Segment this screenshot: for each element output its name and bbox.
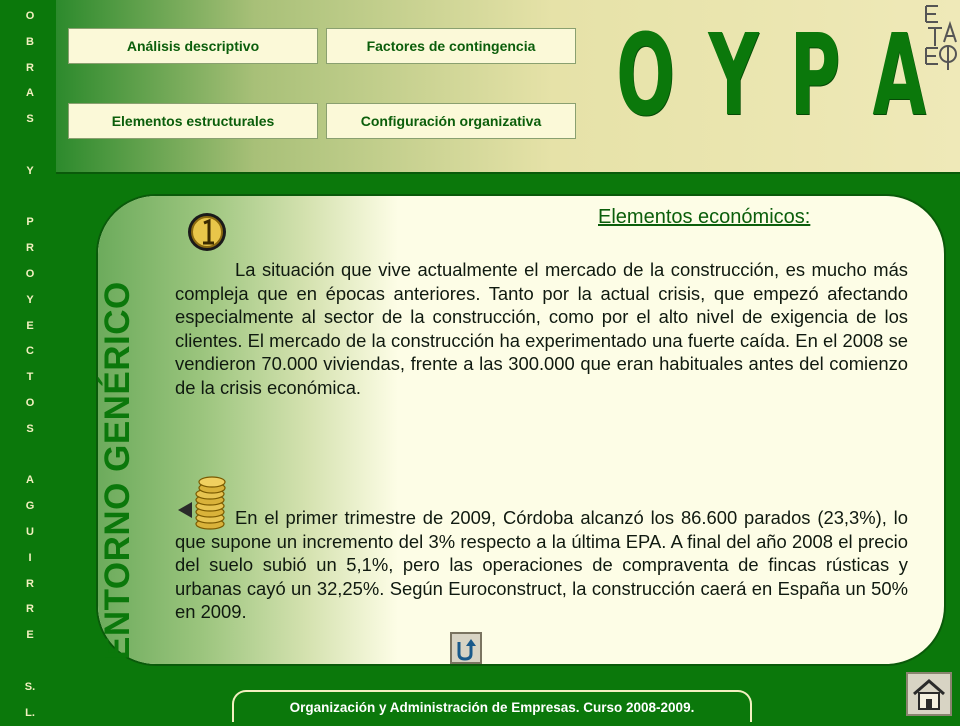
header-divider — [0, 172, 960, 174]
paragraph-2 — [175, 506, 908, 624]
nav-elementos-estructurales-button[interactable]: Elementos estructurales — [68, 103, 318, 139]
oypa-logo — [598, 6, 927, 146]
number-one-icon — [186, 211, 228, 253]
return-arrow-icon[interactable] — [450, 632, 482, 664]
paragraph-2-text: En el primer trimestre de 2009, Córdoba alcanzó los 86.600 parados (23,3%), lo que supone un incremento del 3% respecto a la última EPA. A final del año 2008 el precio del suelo subió un 5,1%, pero las operaciones de compraventa de fincas rústicas y urbanas cayó un 32,25%. Según Euroconstruct, la construcción caerá en España un 50% en 2009. — [175, 507, 908, 623]
paragraph-1 — [175, 258, 908, 400]
logo-letter-o: O — [616, 11, 676, 141]
footer-text: Organización y Administración de Empresas. Curso 2008-2009. — [289, 700, 695, 715]
home-icon — [908, 674, 950, 714]
paragraph-1-text: La situación que vive actualmente el mercado de la construcción, es mucho más compleja que en épocas anteriores. Tanto por la actual crisis, que empezó afectando especialmente al sector de la construcción, como por el alto nivel de exigencia de los clientes. El mercado de la construcción ha experimentado una fuerte caída. En el 2008 se vendieron 70.000 viviendas, frente a las 300.000 que eran habituales antes del comienzo de la crisis económica. — [175, 259, 908, 398]
logo-letter-a: A — [872, 11, 927, 141]
section-title: Elementos económicos: — [598, 206, 811, 228]
nav-configuracion-organizativa-button[interactable]: Configuración organizativa — [326, 103, 576, 139]
nav-factores-contingencia-button[interactable]: Factores de contingencia — [326, 28, 576, 64]
home-button[interactable] — [906, 672, 952, 716]
nav-analisis-descriptivo-button[interactable]: Análisis descriptivo — [68, 28, 318, 64]
sidebar-vertical-text: O B R A S Y P R O Y E C T O S A G U I R R E S. L. — [24, 10, 36, 719]
logo-letter-y: Y — [708, 11, 759, 141]
logo-letter-p: P — [789, 11, 841, 141]
etea-logo-icon — [918, 2, 958, 72]
vertical-section-title: ENTORNO GENÉRICO — [98, 281, 137, 660]
